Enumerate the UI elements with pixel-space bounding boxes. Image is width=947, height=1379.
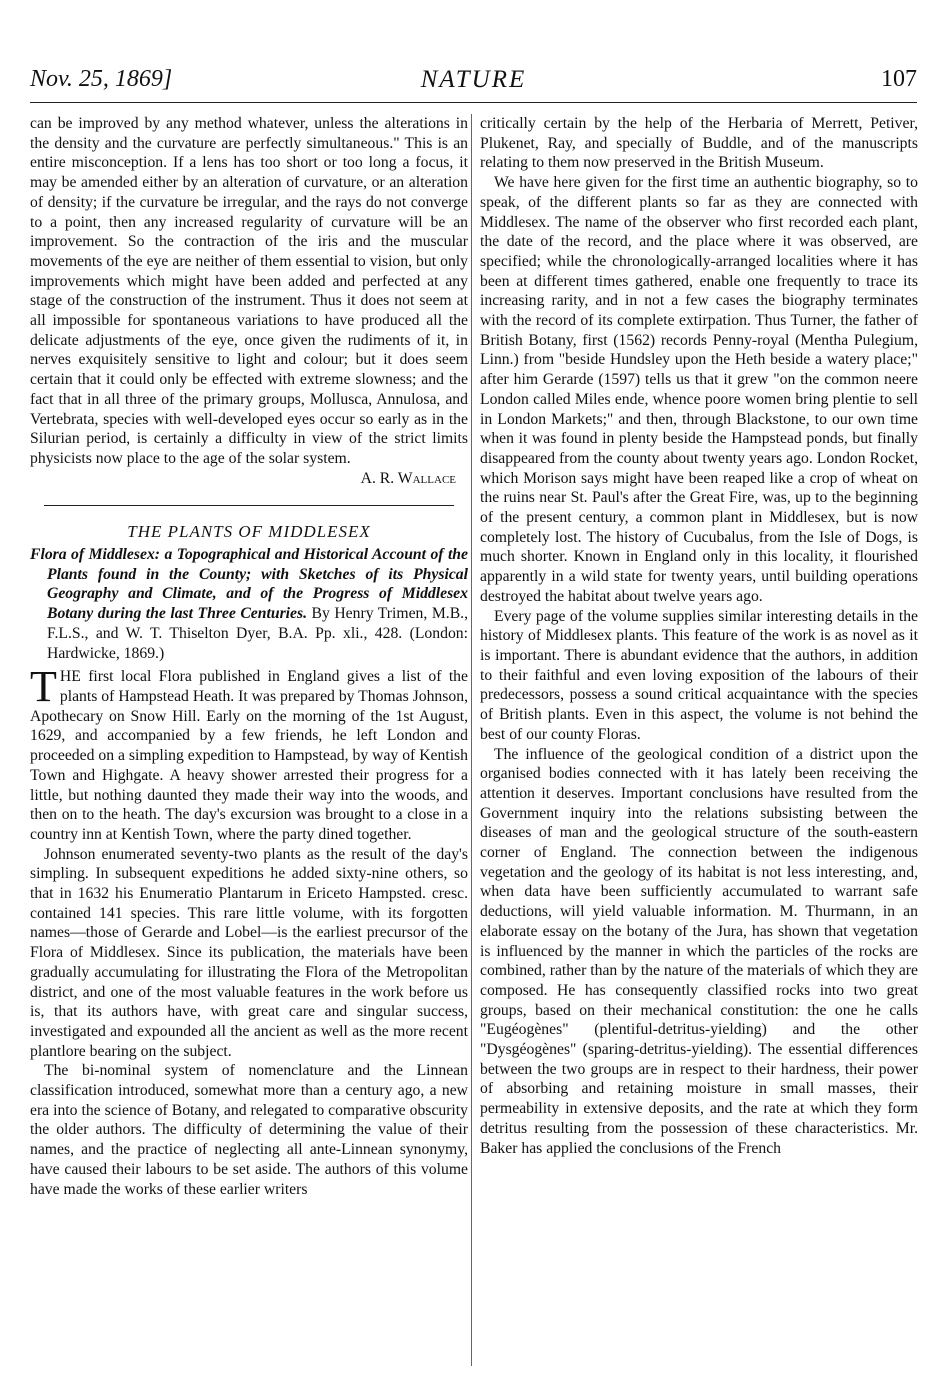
left-column: [30, 114, 468, 1366]
book-title: Flora of Middlesex: a Topographical and Historical Account of the Plants found in the County; with Sketches of its Physical Geography and Climate, and of the Progress of Middlesex Botany during the last Three Centuries.: [30, 546, 468, 623]
running-head: [30, 62, 917, 103]
article-paragraph-2: Johnson enumerated seventy-two plants as the result of the day's simpling. In subsequent expeditions he added sixty-nine others, so that in 1632 his Enumeratio Plantarum in Ericeto Hampsted. cresc. contained 141 species. This rare little volume, with its forgotten names—those of Gerarde and Lobel—is the earliest precursor of the Flora of Middlesex. Since its publication, the materials have been gradually accumulating for illustrating the Flora of the Metropolitan district, and one of the most valuable features in the work before us is, that its authors have, with great care and singular success, investigated and expounded all the ancient as well as the more recent plantlore bearing on the subject.: [30, 845, 468, 1060]
drop-cap: T: [30, 662, 57, 712]
article-paragraph-7: The influence of the geological condition of a district upon the organised bodies connected with it has lately been receiving the attention it deserves. Important conclusions have resulted from the Government inquiry into the relations subsisting between the diseases of man and the geological structure of the south-eastern corner of England. The connection between the indigenous vegetation and the geology of its habitat is not less interesting, and, when data have been sufficiently accumulated to warrant safe deductions, will yield valuable information. M. Thurmann, in an elaborate essay on the botany of the Jura, has shown that vegetation is influenced by the manner in which the particles of the rocks are combined, rather than by the nature of the materials of which they are composed. He has consequently classified rocks into two great groups, based on their mechanical constitution: the one he calls "Eugéogènes" (plentiful-detritus-yielding) and the other "Dysgéogènes" (sparing-detritus-yielding). The essential differences between the two groups are in respect to their hardness, their power of absorbing and retaining moisture in small masses, their permeability in extensive deposits, and the rate at which they form detritus resulting from the possession of these characteristics. Mr. Baker has applied the conclusions of the French: [480, 745, 918, 1157]
section-divider: [44, 505, 454, 506]
right-column: [480, 114, 918, 1366]
signature-line: [30, 469, 468, 489]
article-title: THE PLANTS OF MIDDLESEX: [127, 522, 371, 542]
article-paragraph-1: [30, 662, 468, 844]
article-paragraph-3: The bi-nominal system of nomenclature and the Linnean classification introduced, somewhat more than a century ago, a new era into the science of Botany, and relegated to comparative obscurity the older authors. The difficulty of determining the value of their names, and the practice of neglecting all ante-Linnean synonymy, have caused their labours to be set aside. The authors of this volume have made the works of these earlier writers: [30, 1062, 468, 1198]
book-details: By Henry Trimen, M.B., F.L.S., and W. T. Thiselton Dyer, B.A. Pp. xli., 428. (London: Hardwicke, 1869.): [47, 605, 468, 662]
page-number: 107: [881, 66, 917, 92]
paragraph-text: HE first local Flora published in England gives a list of the plants of Hampstead Heath. It was prepared by Thomas Johnson, Apothecary on Snow Hill. Early on the morning of the 1st August, 1629, and accompanied by a few friends, he left London and proceeded on a simpling expedition to Hampstead, by way of Kentish Town and Highgate. A heavy shower arrested their progress for a little, but nothing daunted they made their way into the woods, and then on to the heath. The day's excursion was brought to a close in a country inn at Kentish Town, where the party dined together.: [30, 668, 468, 843]
author-signature: A. R. Wallace: [360, 469, 456, 487]
continued-paragraph: can be improved by any method whatever, unless the alterations in the density and the curvature are perfectly simultaneous." This is an entire misconception. If a lens has too short or too long a focus, it may be amended either by an alteration of curvature, or an alteration of density; if the curvature be irregular, and the rays do not converge to a point, then any increased regularity of curvature will be an improvement. So the contraction of the iris and the muscular movements of the eye are neither of them essential to vision, but only improvements which might have been added and perfected at any stage of the construction of the instrument. Thus it does not seem at all impossible for spontaneous variations to have produced all the delicate adjustments of the eye, once given the rudiments of it, in nerves exquisitely sensitive to light and colour; but it does seem certain that it could only be effected with extreme slowness; and the fact that in all three of the primary groups, Mollusca, Annulosa, and Vertebrata, species with well-developed eyes occur so early as in the Silurian period, is certainly a difficulty in view of the strict limits physicists now place to the age of the solar system.: [30, 115, 468, 467]
article-paragraph-5: We have here given for the first time an authentic biography, so to speak, of the different plants so far as they are connected with Middlesex. The name of the observer who first recorded each plant, the date of the record, and the place where it was observed, are specified; while the chronologically-arranged localities where it has been at different times gathered, enable one frequently to trace its increasing rarity, and in not a few cases the biography terminates with the record of its complete extirpation. Thus Turner, the father of British Botany, first (1562) records Penny-royal (Mentha Pulegium, Linn.) from "beside Hundsley upon the Heth beside a watery place;" after him Gerarde (1597) tells us that it grew "on the common neere London called Miles ende, whence poore women bring plentie to sell in London Markets;" and then, through Blackstone, to our own time when it was found in plenty beside the Hampstead ponds, but finally disappeared from the county about twenty years ago. London Rocket, which Morison says might have been reaped like a crop of wheat on the ruins near St. Paul's after the Great Fire, was, up to the beginning of the present century, a common plant in Middlesex, but is now completely lost. The history of Cucubalus, from the Isle of Dogs, is much shorter. Known in England only in this locality, it flourished apparently in a wild state for twenty years, until building operations destroyed the habitat about twelve years ago.: [480, 174, 918, 605]
journal-title: NATURE: [420, 66, 527, 93]
book-reference: [30, 545, 468, 663]
column-rule: [471, 114, 472, 1366]
article-paragraph-6: Every page of the volume supplies similar interesting details in the history of Middlesex plants. This feature of the work is as novel as it is important. There is abundant evidence that the authors, in addition to their faithful and even loving exposition of the labours of their predecessors, possess a sound critical acquaintance with the species of British plants. Even in this aspect, the volume is not behind the best of our county Floras.: [480, 607, 918, 743]
article-paragraph-4: critically certain by the help of the Herbaria of Merrett, Petiver, Plukenet, Ray, and specially of Buddle, and of the manuscripts relating to them now preserved in the British Museum.: [480, 115, 918, 172]
issue-date: Nov. 25, 1869]: [30, 66, 173, 92]
